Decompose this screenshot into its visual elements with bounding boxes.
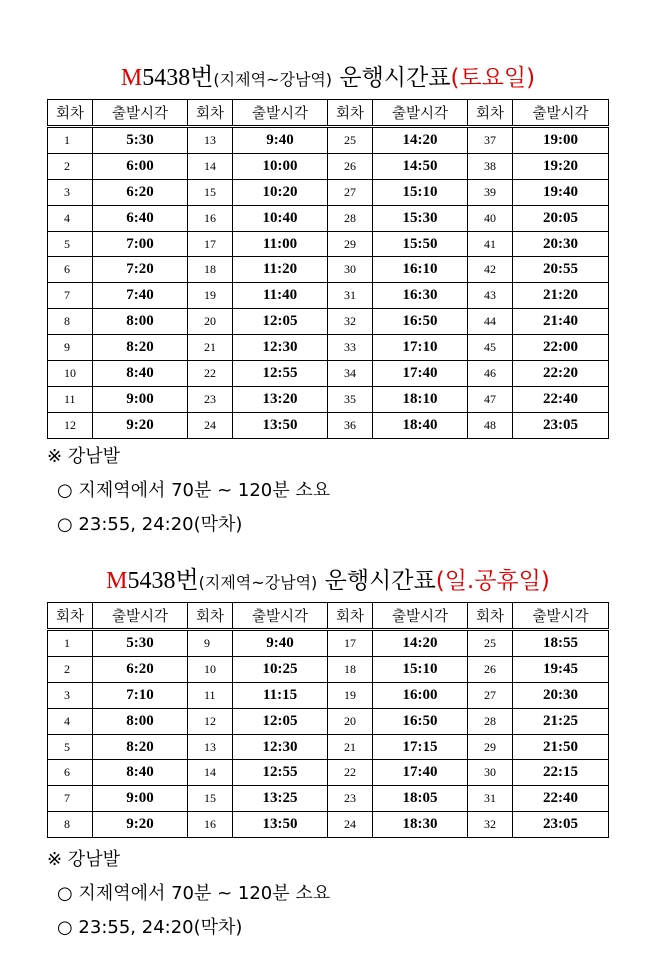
trip-number-cell: 22 <box>188 361 233 387</box>
day-open-paren: ( <box>435 568 445 594</box>
table-row <box>48 361 609 387</box>
departure-time-cell: 21:50 <box>513 734 609 760</box>
trip-number-cell: 11 <box>48 386 93 412</box>
departure-time-cell: 11:20 <box>233 257 328 283</box>
trip-number-cell: 12 <box>48 412 93 438</box>
departure-time-cell: 22:20 <box>513 361 609 387</box>
departure-time-cell: 15:50 <box>373 231 468 257</box>
departure-time-cell: 18:30 <box>373 812 468 838</box>
trip-number-cell: 5 <box>48 231 93 257</box>
departure-time-cell: 21:20 <box>513 283 609 309</box>
header-departure-time: 출발시각 <box>233 603 328 630</box>
trip-number-cell: 20 <box>188 309 233 335</box>
trip-number-cell: 1 <box>48 630 93 657</box>
trip-number-cell: 19 <box>328 682 373 708</box>
route-description: (지제역~강남역) <box>213 70 333 89</box>
trip-number-cell: 27 <box>328 179 373 205</box>
header-departure-time: 출발시각 <box>373 100 468 127</box>
origin-note: ※ 강남발 <box>47 849 120 870</box>
trip-number-cell: 31 <box>468 786 513 812</box>
departure-time-cell: 7:20 <box>93 257 188 283</box>
departure-time-cell: 22:40 <box>513 386 609 412</box>
trip-number-cell: 34 <box>328 361 373 387</box>
trip-number-cell: 11 <box>188 682 233 708</box>
day-label: 토요일 <box>459 65 527 91</box>
table-row <box>48 682 609 708</box>
departure-time-cell: 23:05 <box>513 812 609 838</box>
trip-number-cell: 7 <box>48 786 93 812</box>
departure-time-cell: 19:00 <box>513 127 609 154</box>
trip-number-cell: 29 <box>328 231 373 257</box>
header-departure-time: 출발시각 <box>513 100 609 127</box>
trip-number-cell: 32 <box>328 309 373 335</box>
day-open-paren: ( <box>450 65 460 91</box>
departure-time-cell: 13:20 <box>233 386 328 412</box>
table-row <box>48 231 609 257</box>
trip-number-cell: 16 <box>188 812 233 838</box>
header-departure-time: 출발시각 <box>513 603 609 630</box>
departure-time-cell: 18:55 <box>513 630 609 657</box>
holiday-title <box>0 561 656 601</box>
trip-number-cell: 6 <box>48 760 93 786</box>
trip-number-cell: 15 <box>188 786 233 812</box>
route-number: 5438번 <box>142 65 214 91</box>
table-row <box>48 412 609 438</box>
trip-number-cell: 43 <box>468 283 513 309</box>
header-trip-number: 회차 <box>468 603 513 630</box>
departure-time-cell: 16:10 <box>373 257 468 283</box>
departure-time-cell: 9:00 <box>93 786 188 812</box>
trip-number-cell: 5 <box>48 734 93 760</box>
departure-time-cell: 13:50 <box>233 812 328 838</box>
departure-time-cell: 17:10 <box>373 335 468 361</box>
table-row <box>48 656 609 682</box>
departure-time-cell: 18:40 <box>373 412 468 438</box>
departure-time-cell: 12:55 <box>233 361 328 387</box>
trip-number-cell: 16 <box>188 205 233 231</box>
departure-time-cell: 15:30 <box>373 205 468 231</box>
trip-number-cell: 10 <box>48 361 93 387</box>
table-row <box>48 335 609 361</box>
departure-time-cell: 17:15 <box>373 734 468 760</box>
trip-number-cell: 35 <box>328 386 373 412</box>
departure-time-cell: 22:00 <box>513 335 609 361</box>
departure-time-cell: 8:40 <box>93 760 188 786</box>
trip-number-cell: 17 <box>328 630 373 657</box>
timetable-label: 운행시간표 <box>324 568 436 594</box>
departure-time-cell: 22:15 <box>513 760 609 786</box>
departure-time-cell: 11:15 <box>233 682 328 708</box>
departure-time-cell: 20:30 <box>513 682 609 708</box>
trip-number-cell: 18 <box>188 257 233 283</box>
trip-number-cell: 15 <box>188 179 233 205</box>
route-prefix: M <box>120 65 143 91</box>
departure-time-cell: 11:00 <box>233 231 328 257</box>
table-row <box>48 283 609 309</box>
trip-number-cell: 25 <box>468 630 513 657</box>
departure-time-cell: 18:05 <box>373 786 468 812</box>
holiday-timetable <box>47 602 609 838</box>
trip-number-cell: 23 <box>188 386 233 412</box>
departure-time-cell: 12:30 <box>233 734 328 760</box>
trip-number-cell: 10 <box>188 656 233 682</box>
trip-number-cell: 26 <box>328 153 373 179</box>
trip-number-cell: 8 <box>48 812 93 838</box>
departure-time-cell: 16:30 <box>373 283 468 309</box>
trip-number-cell: 14 <box>188 153 233 179</box>
departure-time-cell: 5:30 <box>93 127 188 154</box>
trip-number-cell: 48 <box>468 412 513 438</box>
trip-number-cell: 2 <box>48 656 93 682</box>
departure-time-cell: 23:05 <box>513 412 609 438</box>
header-departure-time: 출발시각 <box>373 603 468 630</box>
holiday-notes <box>47 843 330 945</box>
header-departure-time: 출발시각 <box>93 603 188 630</box>
table-row <box>48 734 609 760</box>
table-row <box>48 153 609 179</box>
departure-time-cell: 10:20 <box>233 179 328 205</box>
trip-number-cell: 45 <box>468 335 513 361</box>
departure-time-cell: 19:20 <box>513 153 609 179</box>
departure-time-cell: 16:00 <box>373 682 468 708</box>
table-row <box>48 630 609 657</box>
trip-number-cell: 17 <box>188 231 233 257</box>
departure-time-cell: 5:30 <box>93 630 188 657</box>
departure-time-cell: 7:10 <box>93 682 188 708</box>
departure-time-cell: 13:50 <box>233 412 328 438</box>
departure-time-cell: 6:00 <box>93 153 188 179</box>
timetable-label: 운행시간표 <box>339 65 451 91</box>
table-header-row <box>48 603 609 630</box>
table-row <box>48 309 609 335</box>
departure-time-cell: 16:50 <box>373 309 468 335</box>
trip-number-cell: 46 <box>468 361 513 387</box>
trip-number-cell: 25 <box>328 127 373 154</box>
header-trip-number: 회차 <box>468 100 513 127</box>
saturday-timetable <box>47 99 609 439</box>
departure-time-cell: 17:40 <box>373 760 468 786</box>
trip-number-cell: 39 <box>468 179 513 205</box>
departure-time-cell: 8:20 <box>93 734 188 760</box>
departure-time-cell: 17:40 <box>373 361 468 387</box>
origin-note: ※ 강남발 <box>47 446 120 467</box>
last-bus-note: ○ 23:55, 24:20(막차) <box>57 917 243 938</box>
table-row <box>48 127 609 154</box>
table-header-row <box>48 100 609 127</box>
departure-time-cell: 6:40 <box>93 205 188 231</box>
header-trip-number: 회차 <box>48 603 93 630</box>
trip-number-cell: 36 <box>328 412 373 438</box>
travel-time-note: ○ 지제역에서 70분 ~ 120분 소요 <box>57 480 331 501</box>
trip-number-cell: 12 <box>188 708 233 734</box>
trip-number-cell: 28 <box>468 708 513 734</box>
trip-number-cell: 14 <box>188 760 233 786</box>
trip-number-cell: 2 <box>48 153 93 179</box>
trip-number-cell: 28 <box>328 205 373 231</box>
departure-time-cell: 12:55 <box>233 760 328 786</box>
trip-number-cell: 19 <box>188 283 233 309</box>
departure-time-cell: 20:05 <box>513 205 609 231</box>
header-trip-number: 회차 <box>188 603 233 630</box>
departure-time-cell: 12:30 <box>233 335 328 361</box>
trip-number-cell: 7 <box>48 283 93 309</box>
trip-number-cell: 41 <box>468 231 513 257</box>
trip-number-cell: 42 <box>468 257 513 283</box>
departure-time-cell: 19:45 <box>513 656 609 682</box>
header-trip-number: 회차 <box>48 100 93 127</box>
departure-time-cell: 6:20 <box>93 179 188 205</box>
trip-number-cell: 13 <box>188 127 233 154</box>
trip-number-cell: 6 <box>48 257 93 283</box>
trip-number-cell: 4 <box>48 205 93 231</box>
departure-time-cell: 9:00 <box>93 386 188 412</box>
trip-number-cell: 26 <box>468 656 513 682</box>
day-label: 일.공휴일 <box>444 568 541 594</box>
departure-time-cell: 8:00 <box>93 309 188 335</box>
header-trip-number: 회차 <box>188 100 233 127</box>
table-row <box>48 179 609 205</box>
departure-time-cell: 13:25 <box>233 786 328 812</box>
travel-time-note: ○ 지제역에서 70분 ~ 120분 소요 <box>57 883 331 904</box>
trip-number-cell: 32 <box>468 812 513 838</box>
table-row <box>48 257 609 283</box>
table-row <box>48 786 609 812</box>
trip-number-cell: 13 <box>188 734 233 760</box>
trip-number-cell: 40 <box>468 205 513 231</box>
trip-number-cell: 3 <box>48 682 93 708</box>
departure-time-cell: 9:20 <box>93 812 188 838</box>
trip-number-cell: 20 <box>328 708 373 734</box>
header-departure-time: 출발시각 <box>93 100 188 127</box>
departure-time-cell: 16:50 <box>373 708 468 734</box>
departure-time-cell: 21:25 <box>513 708 609 734</box>
trip-number-cell: 8 <box>48 309 93 335</box>
table-row <box>48 205 609 231</box>
trip-number-cell: 31 <box>328 283 373 309</box>
departure-time-cell: 22:40 <box>513 786 609 812</box>
trip-number-cell: 4 <box>48 708 93 734</box>
departure-time-cell: 7:00 <box>93 231 188 257</box>
departure-time-cell: 10:25 <box>233 656 328 682</box>
trip-number-cell: 47 <box>468 386 513 412</box>
day-close-paren: ) <box>526 65 536 91</box>
trip-number-cell: 18 <box>328 656 373 682</box>
departure-time-cell: 21:40 <box>513 309 609 335</box>
trip-number-cell: 22 <box>328 760 373 786</box>
trip-number-cell: 27 <box>468 682 513 708</box>
departure-time-cell: 9:20 <box>93 412 188 438</box>
trip-number-cell: 9 <box>188 630 233 657</box>
saturday-notes <box>47 440 330 542</box>
trip-number-cell: 29 <box>468 734 513 760</box>
table-row <box>48 812 609 838</box>
departure-time-cell: 12:05 <box>233 708 328 734</box>
header-trip-number: 회차 <box>328 603 373 630</box>
trip-number-cell: 24 <box>188 412 233 438</box>
saturday-title <box>0 58 656 98</box>
trip-number-cell: 30 <box>468 760 513 786</box>
departure-time-cell: 8:40 <box>93 361 188 387</box>
departure-time-cell: 9:40 <box>233 630 328 657</box>
table-row <box>48 760 609 786</box>
trip-number-cell: 9 <box>48 335 93 361</box>
table-row <box>48 386 609 412</box>
holiday-schedule-section <box>0 561 656 938</box>
trip-number-cell: 37 <box>468 127 513 154</box>
departure-time-cell: 8:00 <box>93 708 188 734</box>
departure-time-cell: 9:40 <box>233 127 328 154</box>
departure-time-cell: 18:10 <box>373 386 468 412</box>
trip-number-cell: 38 <box>468 153 513 179</box>
trip-number-cell: 21 <box>188 335 233 361</box>
departure-time-cell: 11:40 <box>233 283 328 309</box>
departure-time-cell: 14:20 <box>373 630 468 657</box>
trip-number-cell: 44 <box>468 309 513 335</box>
route-prefix: M <box>106 568 128 594</box>
departure-time-cell: 20:55 <box>513 257 609 283</box>
departure-time-cell: 6:20 <box>93 656 188 682</box>
departure-time-cell: 20:30 <box>513 231 609 257</box>
last-bus-note: ○ 23:55, 24:20(막차) <box>57 514 243 535</box>
route-description: (지제역~강남역) <box>198 573 318 592</box>
departure-time-cell: 15:10 <box>373 656 468 682</box>
departure-time-cell: 14:50 <box>373 153 468 179</box>
trip-number-cell: 3 <box>48 179 93 205</box>
header-trip-number: 회차 <box>328 100 373 127</box>
departure-time-cell: 10:00 <box>233 153 328 179</box>
departure-time-cell: 10:40 <box>233 205 328 231</box>
departure-time-cell: 14:20 <box>373 127 468 154</box>
trip-number-cell: 1 <box>48 127 93 154</box>
departure-time-cell: 8:20 <box>93 335 188 361</box>
saturday-schedule-section <box>0 58 656 535</box>
route-number: 5438번 <box>127 568 199 594</box>
trip-number-cell: 33 <box>328 335 373 361</box>
departure-time-cell: 19:40 <box>513 179 609 205</box>
departure-time-cell: 15:10 <box>373 179 468 205</box>
header-departure-time: 출발시각 <box>233 100 328 127</box>
trip-number-cell: 30 <box>328 257 373 283</box>
trip-number-cell: 23 <box>328 786 373 812</box>
departure-time-cell: 12:05 <box>233 309 328 335</box>
day-close-paren: ) <box>540 568 550 594</box>
trip-number-cell: 21 <box>328 734 373 760</box>
table-row <box>48 708 609 734</box>
trip-number-cell: 24 <box>328 812 373 838</box>
departure-time-cell: 7:40 <box>93 283 188 309</box>
